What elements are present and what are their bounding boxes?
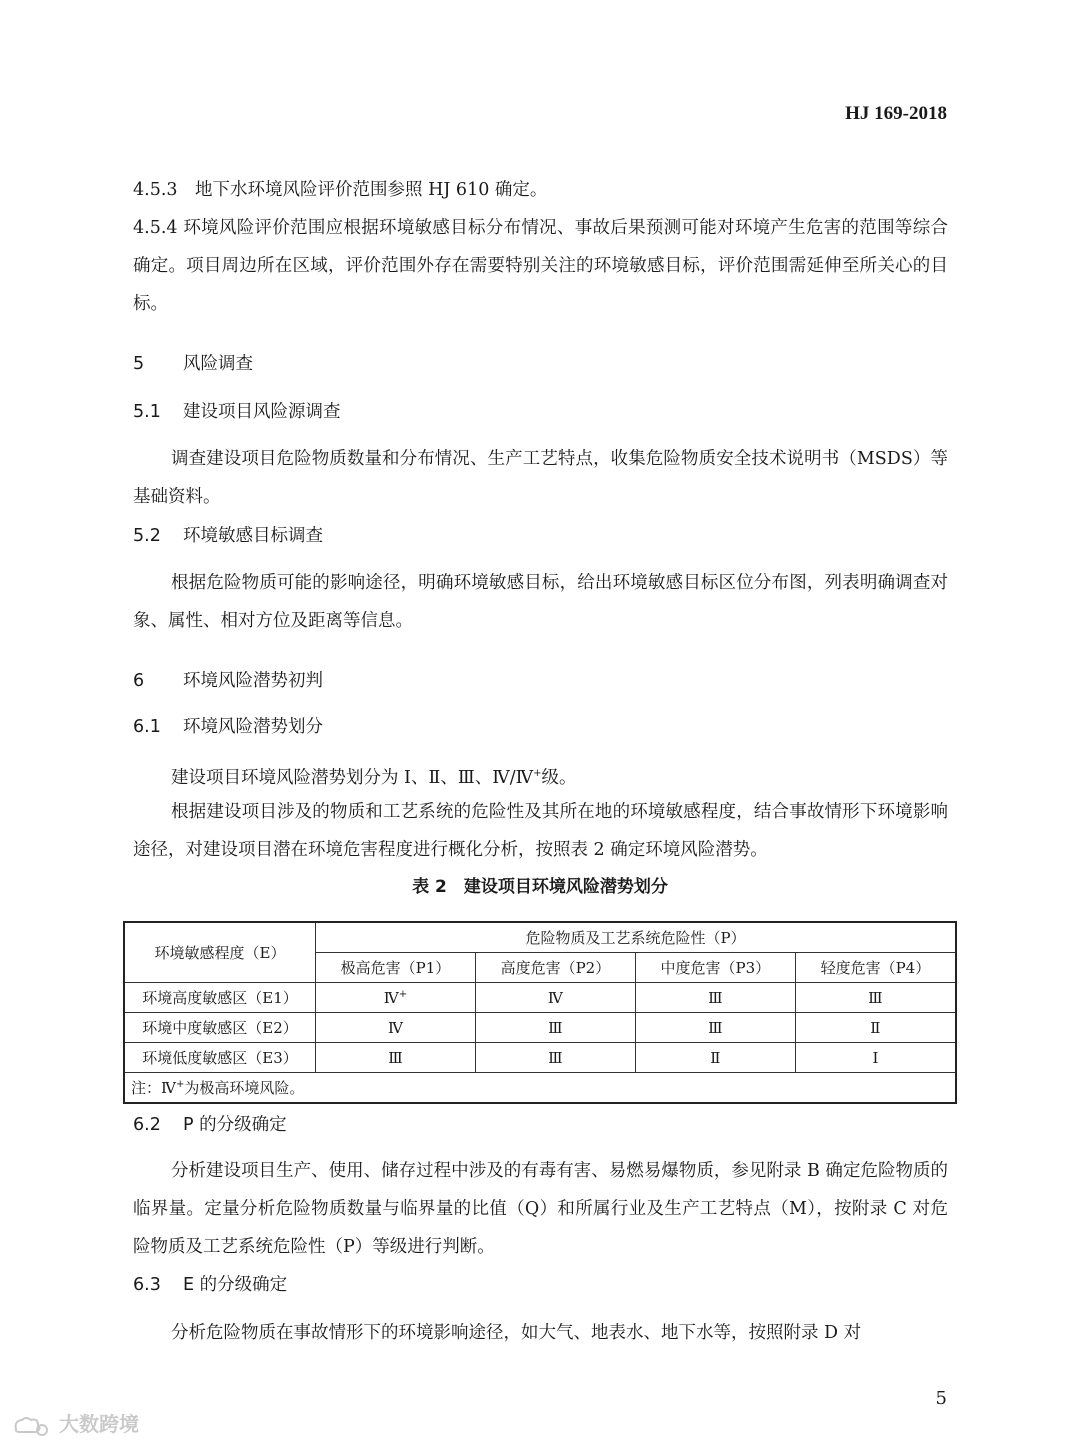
- section-5-2-heading: [133, 522, 323, 547]
- section-6-2-body: 分析建设项目生产、使用、储存过程中涉及的有毒有害、易燃易爆物质，参见附录 B 确定危险物质的临界量。定量分析危险物质数量与临界量的比值（Q）和所属行业及生产工艺特点（M），按附录 C 对危险物质及工艺系统危险性（P）等级进行判断。: [133, 1161, 948, 1257]
- watermark-text: 大数跨境: [58, 1412, 139, 1436]
- section-title: 环境敏感目标调查: [183, 526, 323, 546]
- section-number: 6.2: [133, 1115, 161, 1135]
- text-run: 级。: [541, 767, 577, 788]
- section-5-1-heading: [133, 398, 341, 423]
- table-cell: Ⅲ: [635, 983, 795, 1013]
- table-cell: Ⅲ: [635, 1013, 795, 1043]
- column-header: 轻度危害（P4）: [795, 953, 956, 983]
- table-cell: Ⅲ: [316, 1043, 476, 1073]
- section-title: 环境风险潜势划分: [183, 717, 323, 737]
- section-6-1-body-1: [133, 755, 948, 797]
- section-title: P 的分级确定: [183, 1115, 287, 1135]
- table-row: [124, 983, 956, 1013]
- section-number: 5.1: [133, 402, 161, 422]
- table-cell: Ⅲ: [475, 1013, 635, 1043]
- table-cell: Ⅳ: [475, 983, 635, 1013]
- group-header: 危险物质及工艺系统危险性（P）: [316, 922, 957, 953]
- section-title: 风险调查: [183, 354, 253, 374]
- row-header: 环境敏感程度（E）: [124, 922, 316, 983]
- column-header: 高度危害（P2）: [475, 953, 635, 983]
- watermark: [12, 1408, 139, 1437]
- section-5-1-body: 调查建设项目危险物质数量和分布情况、生产工艺特点，收集危险物质安全技术说明书（MSDS）等基础资料。: [133, 449, 948, 507]
- column-header: 中度危害（P3）: [635, 953, 795, 983]
- page-number: 5: [935, 1388, 947, 1409]
- section-6-2-heading: [133, 1111, 287, 1136]
- section-6-heading: [133, 667, 323, 692]
- superscript: +: [533, 768, 542, 779]
- section-number: 6.1: [133, 717, 161, 737]
- table-caption: 表 2 建设项目环境风险潜势划分: [412, 877, 668, 897]
- section-6-1-body-2: 根据建设项目涉及的物质和工艺系统的危险性及其所在地的环境敏感程度，结合事故情形下环境影响途径，对建设项目潜在环境危害程度进行概化分析，按照表 2 确定环境风险潜势。: [133, 802, 948, 860]
- section-number: 6.3: [133, 1275, 161, 1295]
- row-label: 环境低度敏感区（E3）: [124, 1043, 316, 1073]
- watermark-logo-icon: [12, 1415, 52, 1437]
- section-title: 建设项目风险源调查: [183, 402, 341, 422]
- table-cell: Ⅱ: [635, 1043, 795, 1073]
- superscript: +: [398, 988, 408, 1000]
- clause-4-5-4: 4.5.4 环境风险评价范围应根据环境敏感目标分布情况、事故后果预测可能对环境产生危害的范围等综合确定。项目周边所在区域，评价范围外存在需要特别关注的环境敏感目标，评价范围需延伸至所关心的目标。: [133, 218, 948, 314]
- text-run: 为极高环境风险。: [184, 1079, 305, 1097]
- table-row: [124, 1043, 956, 1073]
- column-header: 极高危害（P1）: [316, 953, 476, 983]
- table-cell: Ⅰ: [795, 1043, 956, 1073]
- section-6-1-heading: [133, 713, 323, 738]
- row-label: 环境中度敏感区（E2）: [124, 1013, 316, 1043]
- cell-value: Ⅳ: [383, 988, 399, 1007]
- table-note: [124, 1073, 956, 1104]
- standard-number: HJ 169-2018: [845, 103, 947, 124]
- clause-4-5-3: 4.5.3 地下水环境风险评价范围参照 HJ 610 确定。: [133, 180, 548, 200]
- section-5-2-body: 根据危险物质可能的影响途径，明确环境敏感目标，给出环境敏感目标区位分布图，列表明确调查对象、属性、相对方位及距离等信息。: [133, 573, 948, 631]
- section-6-3-heading: [133, 1271, 287, 1296]
- table-row: [124, 1013, 956, 1043]
- section-5-heading: [133, 350, 253, 375]
- table-cell: Ⅱ: [795, 1013, 956, 1043]
- superscript: +: [176, 1079, 185, 1090]
- text-run: 建设项目环境风险潜势划分为 Ⅰ、Ⅱ、Ⅲ、Ⅳ/Ⅳ: [171, 767, 534, 788]
- section-number: 6: [133, 671, 145, 691]
- section-title: E 的分级确定: [183, 1275, 288, 1295]
- table-cell: Ⅲ: [475, 1043, 635, 1073]
- risk-potential-table: [123, 921, 957, 1104]
- section-number: 5.2: [133, 526, 161, 546]
- table-cell: [316, 983, 476, 1013]
- section-title: 环境风险潜势初判: [183, 671, 323, 691]
- table-cell: Ⅲ: [795, 983, 956, 1013]
- section-6-3-body: 分析危险物质在事故情形下的环境影响途径，如大气、地表水、地下水等，按照附录 D 对: [171, 1323, 862, 1343]
- text-run: 注：Ⅳ: [131, 1079, 176, 1097]
- table-cell: Ⅳ: [316, 1013, 476, 1043]
- section-number: 5: [133, 354, 145, 374]
- row-label: 环境高度敏感区（E1）: [124, 983, 316, 1013]
